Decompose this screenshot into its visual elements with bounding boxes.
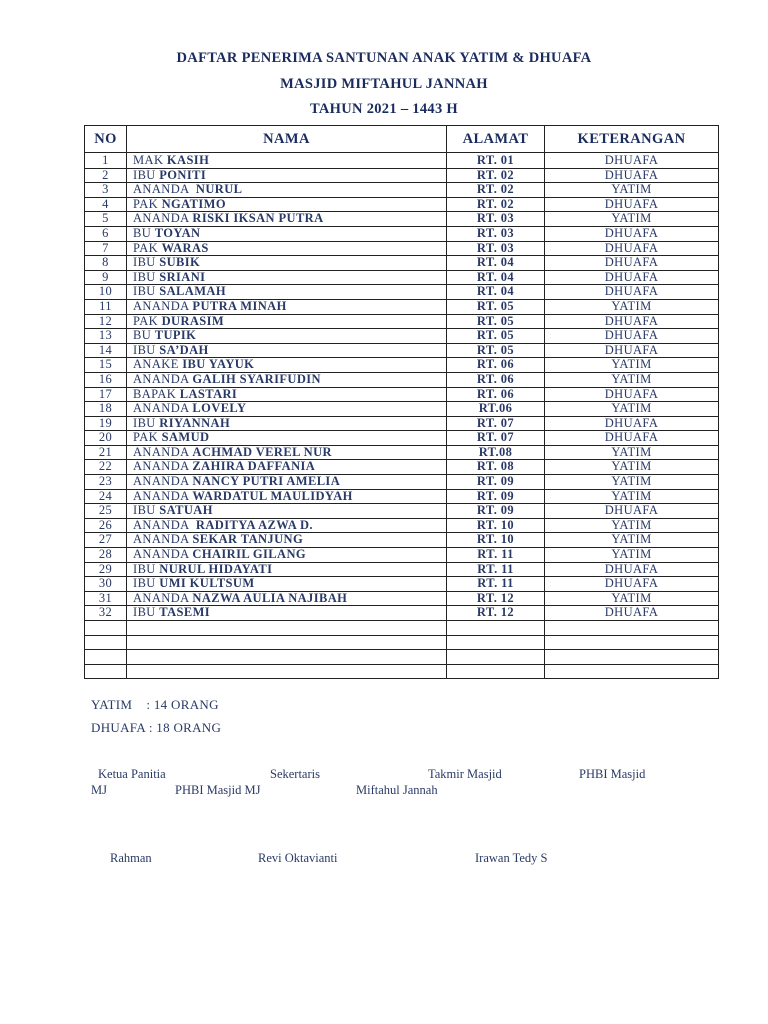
row-alamat: RT. 06 — [447, 372, 545, 387]
row-name-prefix: IBU — [133, 343, 160, 357]
row-name-cell — [127, 548, 447, 563]
row-alamat: RT. 11 — [447, 562, 545, 577]
row-alamat: RT. 08 — [447, 460, 545, 475]
row-name-cell — [127, 197, 447, 212]
signature-name-rahman: Rahman — [110, 851, 152, 865]
empty-cell — [447, 621, 545, 636]
table-row — [85, 358, 719, 373]
row-name-prefix: IBU — [133, 416, 160, 430]
row-name-prefix: BU — [133, 226, 155, 240]
table-row — [85, 548, 719, 563]
row-name: SRIANI — [159, 270, 206, 284]
row-keterangan: DHUAFA — [545, 504, 719, 519]
signature-name-irawan: Irawan Tedy S — [475, 851, 548, 865]
table-row — [85, 270, 719, 285]
row-keterangan: DHUAFA — [545, 314, 719, 329]
table-row — [85, 183, 719, 198]
row-keterangan: YATIM — [545, 183, 719, 198]
row-number: 23 — [85, 475, 127, 490]
table-row — [85, 212, 719, 227]
table-row — [85, 226, 719, 241]
row-number: 21 — [85, 445, 127, 460]
table-row — [85, 445, 719, 460]
row-number: 25 — [85, 504, 127, 519]
row-alamat: RT. 04 — [447, 270, 545, 285]
row-keterangan: YATIM — [545, 591, 719, 606]
recipient-table — [84, 125, 719, 679]
row-name-cell — [127, 256, 447, 271]
row-name-prefix: IBU — [133, 605, 160, 620]
column-header-keterangan: KETERANGAN — [545, 126, 719, 153]
table-row — [85, 606, 719, 621]
empty-cell — [85, 664, 127, 679]
table-row — [85, 329, 719, 344]
empty-cell — [127, 664, 447, 679]
signature-role-phbi: PHBI Masjid — [579, 767, 646, 781]
row-alamat: RT. 09 — [447, 504, 545, 519]
row-name-prefix: BU — [133, 328, 155, 343]
row-keterangan: YATIM — [545, 548, 719, 563]
row-keterangan: YATIM — [545, 460, 719, 475]
row-alamat: RT. 03 — [447, 226, 545, 241]
row-name-cell — [127, 168, 447, 183]
row-alamat: RT. 02 — [447, 168, 545, 183]
row-alamat: RT. 02 — [447, 197, 545, 212]
row-name-cell — [127, 475, 447, 490]
empty-cell — [545, 664, 719, 679]
row-name-cell — [127, 606, 447, 621]
row-name: SATUAH — [159, 503, 213, 518]
row-name-prefix: ANANDA — [133, 532, 193, 547]
row-keterangan: YATIM — [545, 372, 719, 387]
row-number: 20 — [85, 431, 127, 446]
signature-role-phbi-mj: PHBI Masjid MJ — [175, 783, 261, 797]
row-name-prefix: ANANDA — [133, 211, 193, 226]
row-name: LOVELY — [192, 401, 247, 416]
row-name-prefix: PAK — [133, 241, 162, 255]
row-name-cell — [127, 329, 447, 344]
row-number: 30 — [85, 577, 127, 592]
signature-role-sekertaris: Sekertaris — [270, 767, 320, 781]
row-number: 15 — [85, 358, 127, 373]
row-alamat: RT.08 — [447, 445, 545, 460]
table-row — [85, 285, 719, 300]
row-name-prefix: IBU — [133, 168, 160, 182]
row-name: SA’DAH — [159, 343, 209, 357]
row-keterangan: YATIM — [545, 402, 719, 417]
table-row — [85, 168, 719, 183]
table-row — [85, 197, 719, 212]
row-number: 22 — [85, 460, 127, 475]
empty-cell — [85, 650, 127, 665]
row-name-cell — [127, 431, 447, 446]
row-alamat: RT. 09 — [447, 475, 545, 490]
row-name-cell — [127, 372, 447, 387]
document-title: DAFTAR PENERIMA SANTUNAN ANAK YATIM & DHUAFA — [176, 50, 592, 66]
row-alamat: RT. 04 — [447, 285, 545, 300]
table-row — [85, 299, 719, 314]
row-number: 2 — [85, 168, 127, 183]
row-number: 1 — [85, 153, 127, 169]
row-number: 17 — [85, 387, 127, 402]
row-number: 18 — [85, 402, 127, 417]
row-name-prefix: PAK — [133, 197, 162, 211]
row-number: 32 — [85, 606, 127, 621]
row-name: WARDATUL MAULIDYAH — [192, 489, 353, 503]
row-keterangan: DHUAFA — [545, 226, 719, 241]
table-row — [85, 475, 719, 490]
signature-name-revi: Revi Oktavianti — [258, 851, 338, 865]
row-name-prefix: ANANDA — [133, 372, 193, 386]
dhuafa-count: DHUAFA : 18 ORANG — [91, 720, 222, 735]
signature-role-takmir: Takmir Masjid — [428, 767, 502, 781]
row-alamat: RT. 11 — [447, 577, 545, 592]
row-name-cell — [127, 577, 447, 592]
row-number: 19 — [85, 416, 127, 431]
row-name-cell — [127, 533, 447, 548]
table-row — [85, 402, 719, 417]
empty-cell — [545, 635, 719, 650]
row-name-prefix: MAK — [133, 153, 167, 167]
row-name-cell — [127, 299, 447, 314]
table-row — [85, 577, 719, 592]
table-row — [85, 387, 719, 402]
row-name-prefix: IBU — [133, 576, 160, 591]
row-name-cell — [127, 504, 447, 519]
row-name-prefix: IBU — [133, 284, 160, 299]
row-name: NANCY PUTRI AMELIA — [192, 474, 341, 489]
row-alamat: RT.06 — [447, 402, 545, 417]
row-keterangan: YATIM — [545, 299, 719, 314]
row-name: SEKAR TANJUNG — [192, 532, 304, 547]
table-row — [85, 591, 719, 606]
row-name: DURASIM — [161, 314, 225, 328]
column-header-no: NO — [85, 126, 127, 153]
row-name-cell — [127, 343, 447, 358]
row-keterangan: YATIM — [545, 212, 719, 227]
row-name-cell — [127, 402, 447, 417]
row-name: LASTARI — [179, 387, 238, 401]
row-keterangan: YATIM — [545, 445, 719, 460]
row-name: CHAIRIL GILANG — [192, 547, 307, 562]
row-name: PONITI — [159, 168, 207, 182]
row-name: TUPIK — [154, 328, 197, 343]
row-number: 26 — [85, 518, 127, 533]
row-keterangan: YATIM — [545, 533, 719, 548]
row-name: WARAS — [161, 241, 209, 255]
row-keterangan: DHUAFA — [545, 256, 719, 271]
row-alamat: RT. 11 — [447, 548, 545, 563]
row-keterangan: YATIM — [545, 518, 719, 533]
row-name-prefix: PAK — [133, 314, 162, 328]
row-name-prefix: IBU — [133, 255, 160, 270]
row-name-cell — [127, 445, 447, 460]
row-name-prefix: ANANDA — [133, 518, 193, 532]
empty-cell — [545, 650, 719, 665]
row-alamat: RT. 07 — [447, 416, 545, 431]
row-name-prefix: ANANDA — [133, 299, 193, 313]
row-alamat: RT. 05 — [447, 329, 545, 344]
row-number: 16 — [85, 372, 127, 387]
row-name: SUBIK — [159, 255, 201, 270]
table-row-empty — [85, 635, 719, 650]
row-keterangan: DHUAFA — [545, 285, 719, 300]
table-row — [85, 431, 719, 446]
empty-cell — [447, 635, 545, 650]
row-alamat: RT. 03 — [447, 241, 545, 256]
row-name-cell — [127, 591, 447, 606]
row-keterangan: DHUAFA — [545, 387, 719, 402]
row-number: 4 — [85, 197, 127, 212]
row-alamat: RT. 05 — [447, 343, 545, 358]
column-header-alamat: ALAMAT — [447, 126, 545, 153]
row-name-cell — [127, 212, 447, 227]
table-row — [85, 416, 719, 431]
row-alamat: RT. 01 — [447, 153, 545, 169]
empty-cell — [545, 621, 719, 636]
table-row — [85, 460, 719, 475]
row-alamat: RT. 03 — [447, 212, 545, 227]
row-name-prefix: ANANDA — [133, 547, 193, 562]
table-header-row — [85, 126, 719, 153]
row-name: ZAHIRA DAFFANIA — [192, 459, 316, 474]
row-name-cell — [127, 183, 447, 198]
table-row — [85, 153, 719, 169]
row-alamat: RT. 06 — [447, 358, 545, 373]
row-name: RADITYA AZWA D. — [192, 518, 313, 532]
table-row — [85, 343, 719, 358]
row-keterangan: DHUAFA — [545, 416, 719, 431]
table-row — [85, 241, 719, 256]
empty-cell — [85, 621, 127, 636]
row-alamat: RT. 10 — [447, 518, 545, 533]
row-name-prefix: ANANDA — [133, 401, 193, 416]
table-row — [85, 518, 719, 533]
row-name-cell — [127, 270, 447, 285]
row-name-prefix: ANANDA — [133, 489, 193, 503]
table-row — [85, 489, 719, 504]
row-name-cell — [127, 489, 447, 504]
row-keterangan: DHUAFA — [545, 431, 719, 446]
signature-role-mj: MJ — [91, 783, 107, 797]
row-name: UMI KULTSUM — [159, 576, 255, 591]
row-name-prefix: IBU — [133, 270, 160, 284]
row-name: SAMUD — [161, 430, 210, 445]
row-keterangan: DHUAFA — [545, 343, 719, 358]
signature-role-ketua: Ketua Panitia — [98, 767, 166, 781]
row-number: 11 — [85, 299, 127, 314]
row-name: RISKI IKSAN PUTRA — [192, 211, 324, 226]
row-number: 7 — [85, 241, 127, 256]
row-number: 3 — [85, 183, 127, 198]
table-row — [85, 562, 719, 577]
row-name-cell — [127, 562, 447, 577]
row-name-cell — [127, 358, 447, 373]
table-row — [85, 314, 719, 329]
row-alamat: RT. 09 — [447, 489, 545, 504]
row-number: 27 — [85, 533, 127, 548]
row-name-cell — [127, 518, 447, 533]
row-number: 10 — [85, 285, 127, 300]
row-name-cell — [127, 285, 447, 300]
row-name-cell — [127, 416, 447, 431]
row-alamat: RT. 05 — [447, 314, 545, 329]
row-keterangan: DHUAFA — [545, 197, 719, 212]
row-name: IBU YAYUK — [182, 357, 255, 372]
row-name: NGATIMO — [161, 197, 226, 211]
row-number: 13 — [85, 329, 127, 344]
row-keterangan: DHUAFA — [545, 577, 719, 592]
row-name-cell — [127, 241, 447, 256]
row-name-cell — [127, 153, 447, 169]
row-name-cell — [127, 226, 447, 241]
row-name-prefix: ANANDA — [133, 591, 193, 605]
row-keterangan: DHUAFA — [545, 606, 719, 621]
row-name-prefix: PAK — [133, 430, 162, 445]
table-row — [85, 533, 719, 548]
row-name-prefix: ANANDA — [133, 182, 193, 197]
row-name-prefix: BAPAK — [133, 387, 180, 401]
mosque-name: MASJID MIFTAHUL JANNAH — [280, 76, 488, 92]
row-name-cell — [127, 460, 447, 475]
row-keterangan: YATIM — [545, 475, 719, 490]
empty-cell — [447, 664, 545, 679]
empty-cell — [127, 635, 447, 650]
row-name: PUTRA MINAH — [192, 299, 287, 313]
empty-cell — [85, 635, 127, 650]
signature-role-miftahul-jannah: Miftahul Jannah — [356, 783, 438, 797]
table-row — [85, 256, 719, 271]
row-name-prefix: IBU — [133, 562, 160, 576]
table-row-empty — [85, 664, 719, 679]
row-name-prefix: ANANDA — [133, 445, 193, 459]
row-name-cell — [127, 314, 447, 329]
row-keterangan: YATIM — [545, 489, 719, 504]
row-keterangan: DHUAFA — [545, 562, 719, 577]
row-keterangan: DHUAFA — [545, 153, 719, 169]
row-number: 14 — [85, 343, 127, 358]
row-name-prefix: ANANDA — [133, 474, 193, 489]
row-name: RIYANNAH — [159, 416, 231, 430]
row-number: 5 — [85, 212, 127, 227]
row-number: 24 — [85, 489, 127, 504]
empty-cell — [127, 621, 447, 636]
row-number: 9 — [85, 270, 127, 285]
row-name: ACHMAD VEREL NUR — [192, 445, 332, 459]
row-number: 28 — [85, 548, 127, 563]
row-name: NURUL HIDAYATI — [159, 562, 273, 576]
row-name: GALIH SYARIFUDIN — [192, 372, 321, 386]
year-heading: TAHUN 2021 – 1443 H — [309, 101, 459, 117]
row-name: TOYAN — [154, 226, 201, 240]
table-row-empty — [85, 650, 719, 665]
row-name-cell — [127, 387, 447, 402]
row-name-prefix: ANAKE — [133, 357, 183, 372]
row-number: 12 — [85, 314, 127, 329]
row-alamat: RT. 12 — [447, 591, 545, 606]
row-number: 6 — [85, 226, 127, 241]
row-name: NURUL — [192, 182, 243, 197]
table-row — [85, 504, 719, 519]
row-keterangan: DHUAFA — [545, 270, 719, 285]
row-number: 31 — [85, 591, 127, 606]
yatim-count: YATIM : 14 ORANG — [91, 697, 219, 712]
row-alamat: RT. 10 — [447, 533, 545, 548]
row-keterangan: DHUAFA — [545, 168, 719, 183]
row-name: KASIH — [166, 153, 210, 167]
row-number: 8 — [85, 256, 127, 271]
empty-cell — [127, 650, 447, 665]
row-alamat: RT. 07 — [447, 431, 545, 446]
row-alamat: RT. 12 — [447, 606, 545, 621]
row-number: 29 — [85, 562, 127, 577]
row-alamat: RT. 05 — [447, 299, 545, 314]
row-alamat: RT. 06 — [447, 387, 545, 402]
row-alamat: RT. 02 — [447, 183, 545, 198]
column-header-nama: NAMA — [127, 126, 447, 153]
row-name: NAZWA AULIA NAJIBAH — [192, 591, 348, 605]
table-row — [85, 372, 719, 387]
row-name-prefix: ANANDA — [133, 459, 193, 474]
table-row-empty — [85, 621, 719, 636]
row-keterangan: DHUAFA — [545, 241, 719, 256]
row-alamat: RT. 04 — [447, 256, 545, 271]
row-name: SALAMAH — [159, 284, 226, 299]
row-keterangan: DHUAFA — [545, 329, 719, 344]
row-name: TASEMI — [159, 605, 211, 620]
row-keterangan: YATIM — [545, 358, 719, 373]
row-name-prefix: IBU — [133, 503, 160, 518]
empty-cell — [447, 650, 545, 665]
